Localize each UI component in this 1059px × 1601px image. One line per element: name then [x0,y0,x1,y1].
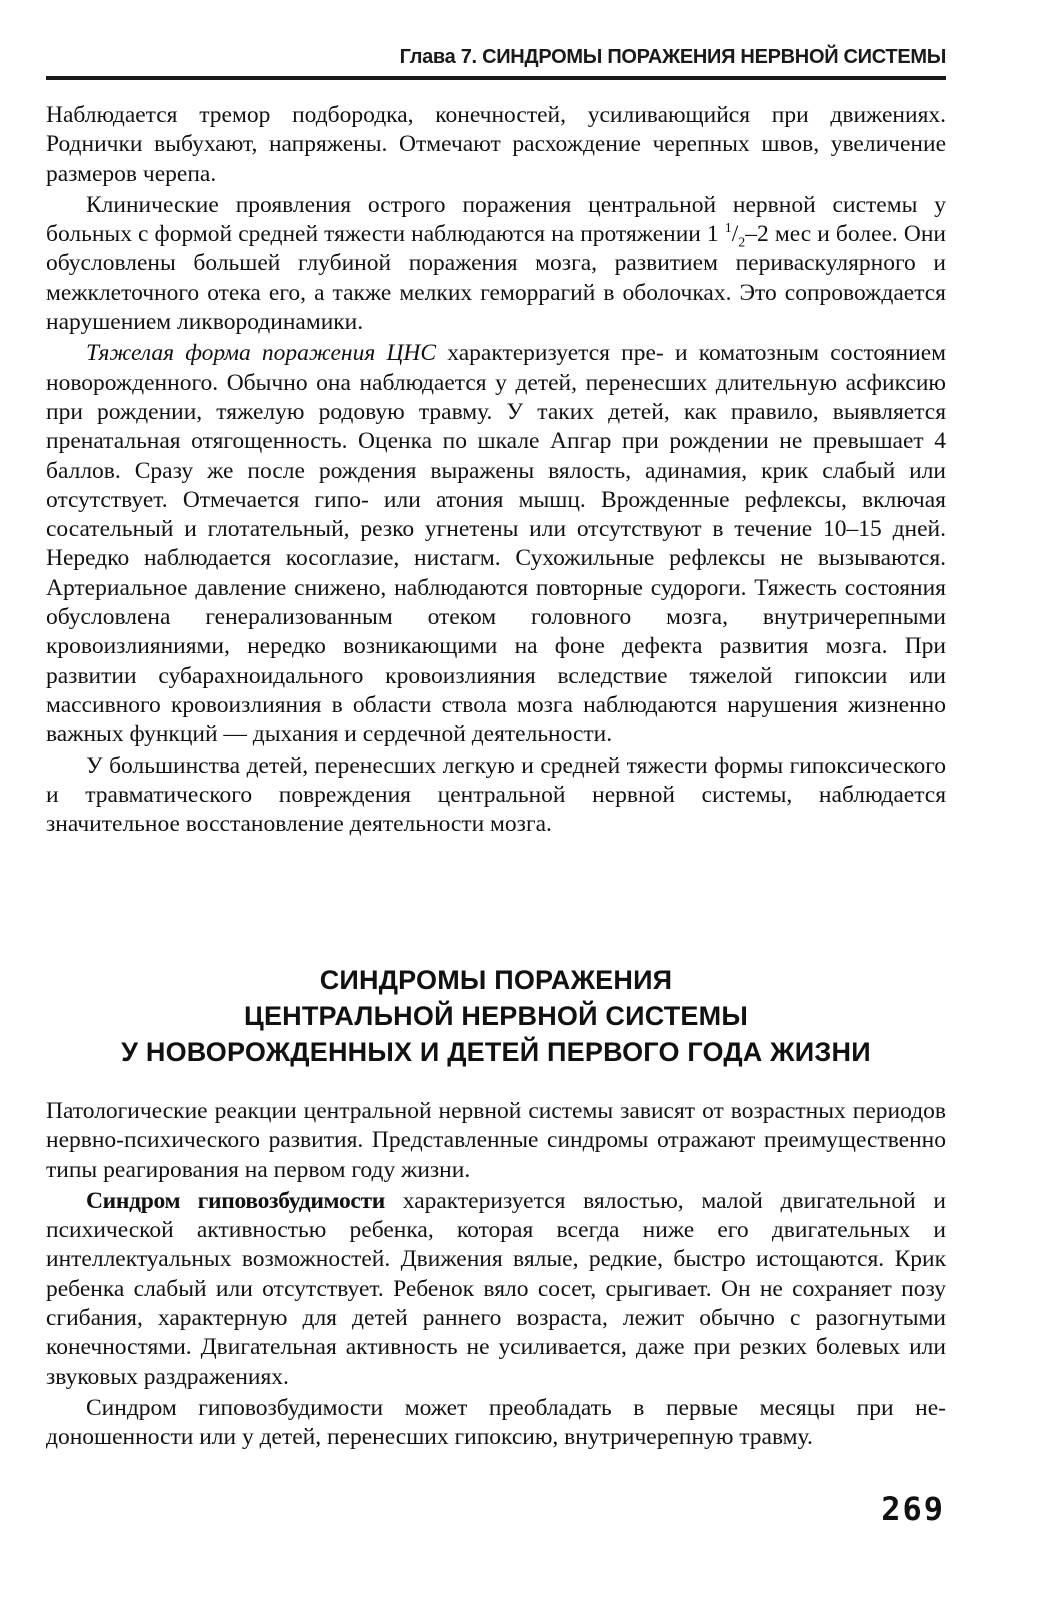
fraction-slash: / [731,221,739,248]
header-rule [46,76,946,80]
paragraph-prevalence: Синдром гиповозбудимости может преобладать в первые месяцы при недоношенности или у детей, перенесших гипоксию, внутричерепную травму. [46,1394,946,1451]
paragraph-clinical [46,191,946,337]
paragraph-severe-form-text: характеризуется пре- и коматозным состоянием новорожденного. Обычно она наблюдается у детей, перенесших длительную асфиксию при рождении, тяжелую родовую травму. У таких детей, как правило, выявляется пренатальная отягощенность. Оценка по шкале Апгар при рождении не превышает 4 баллов. Сразу же после рождения выражены вялость, адинамия, крик слабый или отсутствует. Отмечается гипо- или атония мышц. Врожденные рефлексы, включая сосательный и глотательный, резко угнетены или отсутствуют в течение 10–15 дней. Нередко наблюдается косоглазие, нистагм. Сухожильные рефлексы не вызываются. Артериальное давление снижено, наблюдаются повторные судороги. Тяжесть состояния обусловлена генерализованным отеком головного мозга, внутричерепными кровоизлияниями, нередко возникающими на фоне дефекта развития мозга. При развитии субарахноидального кровоизлияния вследствие тяжелой гипоксии или массивного кровоизлияния в области ствола мозга наблюдаются нарушения жизненно важных функций — дыхания и сердечной деятельности. [46,340,946,748]
paragraph-severe-form [46,339,946,749]
running-title: Глава 7. СИНДРОМЫ ПОРАЖЕНИЯ НЕРВНОЙ СИСТЕМЫ [399,46,946,68]
section-heading [46,962,946,1070]
paragraph-pathological-reactions: Патологические реакции центральной нервной системы зависят от возрастных периодов нервно-психического развития. Представленные синдромы отражают преимущественно типы реагирования на первом году жизни. [46,1098,946,1183]
term-hypoexcitability: Синдром гиповозбудимости [86,1187,386,1214]
section-heading-line-1: СИНДРОМЫ ПОРАЖЕНИЯ [319,965,673,995]
paragraph-recovery: У большинства детей, перенесших легкую и средней тяжести формы гипоксического и травматического повреждения центральной нервной системы, наблюдается значительное восстановление деятельности мозга. [46,752,946,838]
term-severe-form: Тяжелая форма поражения ЦНС [86,340,437,367]
section-heading-line-2: ЦЕНТРАЛЬНОЙ НЕРВНОЙ СИСТЕМЫ [244,1001,748,1031]
paragraph-hypoexcitability-text: характеризуется вялостью, малой двигательной и психической активностью ребенка, которая всегда ниже его двигательных и интеллектуальных возможностей. Движения вялые, редкие, быстро истощаются. Крик ребенка слабый или отсутствует. Ребенок вяло сосет, срыгивает. Он не сохраняет позу сгибания, характерную для детей раннего возраста, лежит обычно с разогнутыми конечностями. Двигательная активность не усиливается, даже при резких болевых или звуковых раздражениях. [46,1187,946,1390]
fraction-denominator: 2 [738,235,746,251]
paragraph-clinical-text-b: –2 мес и более. Они обусловлены большей глубиной поражения мозга, развитием периваскулярного и межклеточного отека его, а также мелких геморрагий в оболочках. Это сопровождается нарушением ликвородинамики. [46,221,946,336]
text-block-bottom [46,1097,946,1453]
page-number: 269 [881,1490,945,1528]
running-header [46,46,946,82]
text-block-top [46,101,946,839]
fraction-numerator: 1 [724,221,732,237]
section-heading-line-3: У НОВОРОЖДЕННЫХ И ДЕТЕЙ ПЕРВОГО ГОДА ЖИЗНИ [121,1037,871,1067]
paragraph-hypoexcitability [46,1187,946,1392]
paragraph-tremor: Наблюдается тремор подбородка, конечностей, усиливающийся при движениях. Роднички выбухают, напряжены. Отмечают расхождение черепных швов, увеличение размеров черепа. [46,102,946,187]
paragraph-clinical-text-a: Клинические проявления острого поражения центральной нервной системы у больных с формой средней тяжести наблюдаются на протяжении 1 [46,191,946,248]
